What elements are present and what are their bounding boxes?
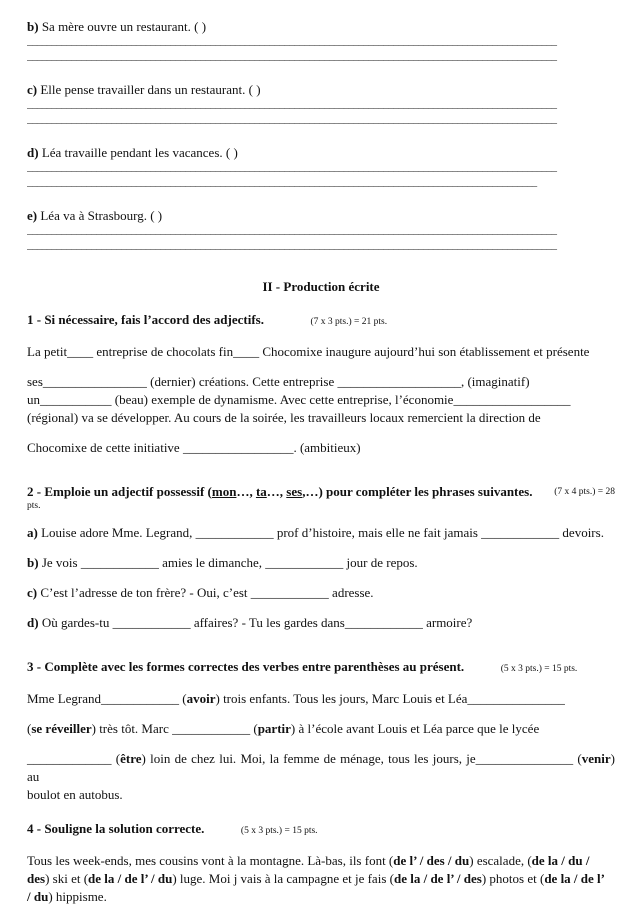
possessive-mon: mon (211, 484, 237, 499)
item-text: Elle pense travailler dans un restaurant. ( ) (37, 82, 261, 97)
exercise-text[interactable]: (se réveiller) très tôt. Marc ____________ (partir) à l’école avant Louis et Léa parce que le lycée (27, 721, 540, 736)
comprehension-item-b (27, 18, 615, 65)
verb-etre: être (120, 751, 142, 766)
comprehension-item-c (27, 81, 615, 128)
worksheet-page (27, 18, 615, 906)
choice-1[interactable]: de l’ / des / du (393, 853, 470, 868)
exercise-text[interactable]: La petit____ entreprise de chocolats fin____ Chocomixe inaugure aujourd’hui son établissement et présente (27, 344, 590, 359)
item-letter: b) (27, 19, 39, 34)
possessive-ses: ses (286, 484, 303, 499)
exercise-paragraph[interactable]: / du) hippisme. (27, 889, 107, 904)
exercise-title: 1 - Si nécessaire, fais l’accord des adjectifs. (27, 312, 264, 327)
item-text: Léa va à Strasbourg. ( ) (37, 208, 163, 223)
exercise-points-cont: pts. (27, 501, 41, 511)
exercise-text[interactable]: boulot en autobus. (27, 787, 123, 802)
comprehension-item-d (27, 144, 615, 191)
item-text: Léa travaille pendant les vacances. ( ) (38, 145, 238, 160)
verb-avoir: avoir (186, 691, 216, 706)
answer-line[interactable]: ___________________________________________________________________________________________________________ (27, 225, 557, 236)
choice-2-end[interactable]: des (27, 871, 46, 886)
choice-5-end[interactable]: / du (27, 889, 49, 904)
exercise-sentence-d[interactable]: d) Où gardes-tu ____________ affaires? - Tu les gardes dans____________ armoire? (27, 615, 473, 630)
exercise-points: (7 x 3 pts.) = 21 pts. (310, 317, 388, 327)
exercise-text[interactable]: ses________________ (dernier) créations. Cette entreprise ___________________, (imaginatif) (27, 374, 530, 389)
verb-partir: partir (257, 721, 291, 736)
item-text: Sa mère ouvre un restaurant. ( ) (38, 19, 207, 34)
verb-venir: venir (581, 751, 611, 766)
answer-line[interactable]: ___________________________________________________________________________________________________________ (27, 36, 557, 47)
exercise-text[interactable]: Chocomixe de cette initiative _________________. (ambitieux) (27, 440, 361, 455)
exercise-text[interactable]: Mme Legrand____________ (avoir) trois enfants. Tous les jours, Marc Louis et Léa_______________ (27, 691, 565, 706)
item-letter: d) (27, 145, 39, 160)
item-letter: c) (27, 82, 38, 97)
exercise-4 (27, 820, 615, 906)
exercise-2 (27, 483, 615, 632)
choice-3[interactable]: de la / de l’ / du (88, 871, 173, 886)
exercise-sentence-a[interactable]: a) Louise adore Mme. Legrand, ____________ prof d’histoire, mais elle ne fait jamais ____________ devoirs. (27, 525, 604, 540)
exercise-text[interactable]: _____________ (être) loin de chez lui. Moi, la femme de ménage, tous les jours, je_______________ (venir) au (27, 751, 615, 784)
answer-line[interactable]: ___________________________________________________________________________________________________________ (27, 240, 557, 251)
exercise-title: 2 - Emploie un adjectif possessif (mon…, ta…, ses,…) pour compléter les phrases suivantes. (27, 484, 533, 499)
exercise-points: (5 x 3 pts.) = 15 pts. (500, 664, 578, 674)
exercise-paragraph[interactable]: des) ski et (de la / de l’ / du) luge. Moi j vais à la campagne et je fais (de la / de l’ / des) photos et (de la / de l’ (27, 871, 605, 886)
exercise-text[interactable]: (régional) va se développer. Au cours de la soirée, les travailleurs locaux remercient la direction de (27, 410, 541, 425)
exercise-paragraph[interactable]: Tous les week-ends, mes cousins vont à la montagne. Là-bas, ils font (de l’ / des / du) escalade, (de la / du / (27, 853, 590, 868)
choice-4[interactable]: de la / de l’ / des (393, 871, 482, 886)
answer-line[interactable]: ___________________________________________________________________________________________________________ (27, 162, 557, 173)
exercise-sentence-c[interactable]: c) C’est l’adresse de ton frère? - Oui, c’est ____________ adresse. (27, 585, 374, 600)
exercise-3 (27, 658, 615, 804)
answer-line[interactable]: _______________________________________________________________________________________________________ (27, 177, 537, 188)
exercise-title: 3 - Complète avec les formes correctes des verbes entre parenthèses au présent. (27, 659, 465, 674)
answer-line[interactable]: ___________________________________________________________________________________________________________ (27, 114, 557, 125)
exercise-title: 4 - Souligne la solution correcte. (27, 821, 205, 836)
exercise-1 (27, 311, 615, 457)
answer-line[interactable]: ___________________________________________________________________________________________________________ (27, 99, 557, 110)
choice-2[interactable]: de la / du / (531, 853, 590, 868)
exercise-text[interactable]: un___________ (beau) exemple de dynamisme. Avec cette entreprise, l’économie__________________ (27, 392, 571, 407)
answer-line[interactable]: ___________________________________________________________________________________________________________ (27, 51, 557, 62)
choice-5[interactable]: de la / de l’ (544, 871, 605, 886)
exercise-points: (5 x 3 pts.) = 15 pts. (240, 826, 318, 836)
possessive-ta: ta (255, 484, 267, 499)
exercise-sentence-b[interactable]: b) Je vois ____________ amies le dimanche, ____________ jour de repos. (27, 555, 418, 570)
item-letter: e) (27, 208, 38, 223)
verb-se-reveiller: se réveiller (31, 721, 92, 736)
comprehension-item-e (27, 207, 615, 254)
exercise-points: (7 x 4 pts.) = 28 (554, 487, 615, 497)
section-title: II - Production écrite (262, 279, 380, 294)
